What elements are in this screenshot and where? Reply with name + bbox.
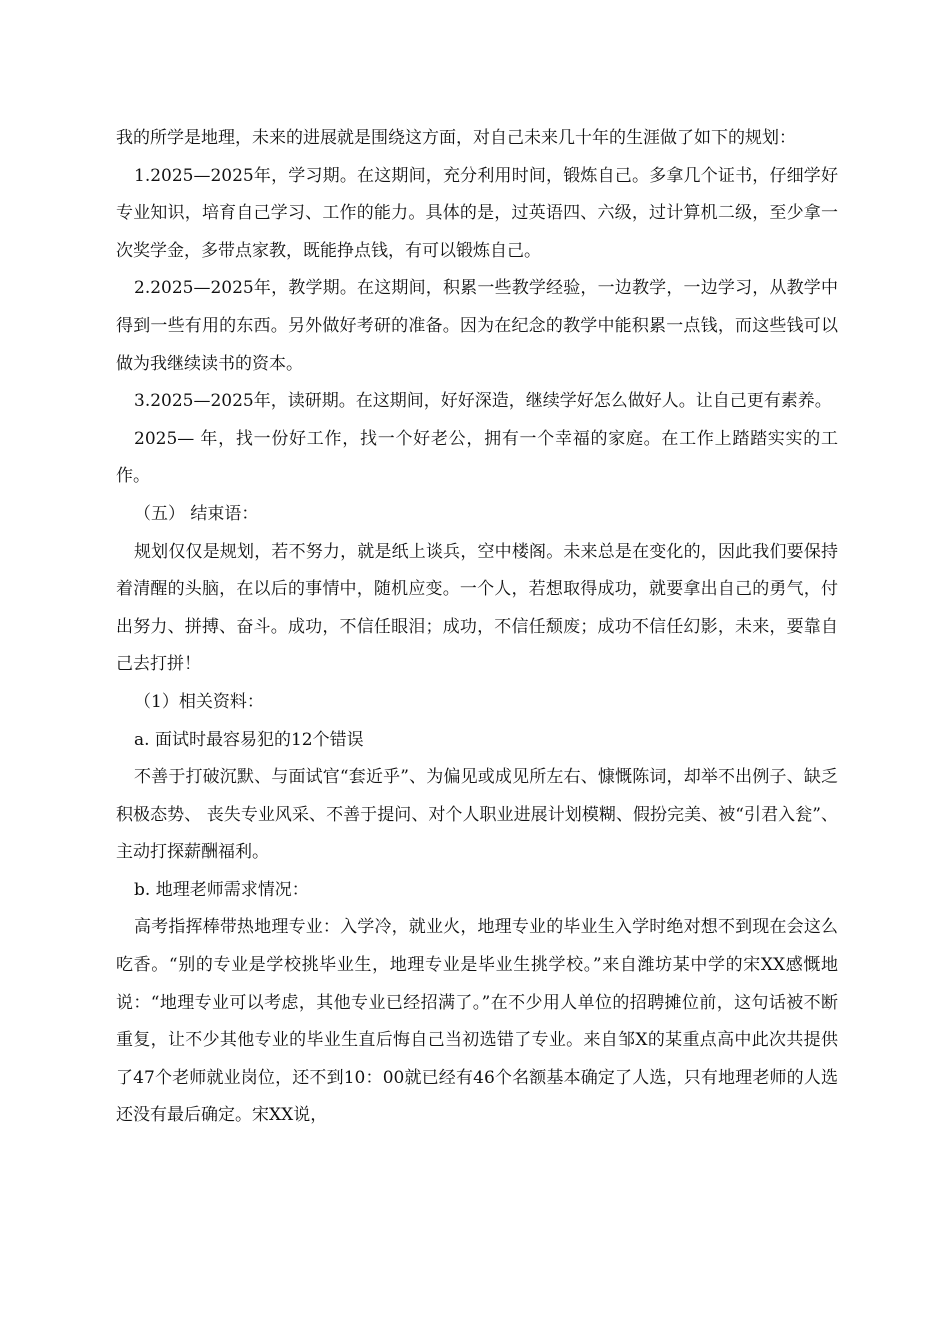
paragraph-interview-mistakes: 不善于打破沉默、与面试官“套近乎”、为偏见或成见所左右、慷慨陈词，却举不出例子、缺乏积极态势、 丧失专业风采、不善于提问、对个人职业进展计划模糊、假扮完美、被“引君入瓮”、主动打探薪酬福利。 [116, 767, 838, 863]
paragraph-plan-3: 3.2025—2025年，读研期。在这期间，好好深造，继续学好怎么做好人。让自己更有素养。 [134, 391, 832, 412]
subheading-interview-mistakes: a. 面试时最容易犯的12个错误 [134, 729, 364, 750]
section-heading-materials: （1）相关资料： [134, 691, 264, 712]
paragraph-intro: 我的所学是地理，未来的进展就是围绕这方面，对自己未来几十年的生涯做了如下的规划： [116, 128, 796, 148]
paragraph-plan-1: 1.2025—2025年，学习期。在这期间，充分利用时间，锻炼自己。多拿几个证书，仔细学好专业知识，培育自己学习、工作的能力。具体的是，过英语四、六级，过计算机二级，至少拿一次奖学金，多带点家教，既能挣点钱，有可以锻炼自己。 [116, 165, 838, 261]
document-page [116, 120, 838, 1135]
paragraph-plan-4: 2025— 年，找一份好工作，找一个好老公，拥有一个幸福的家庭。在工作上踏踏实实的工作。 [116, 428, 838, 487]
paragraph-plan-2: 2.2025—2025年，教学期。在这期间，积累一些教学经验，一边教学，一边学习，从教学中得到一些有用的东西。另外做好考研的准备。因为在纪念的教学中能积累一点钱，而这些钱可以做为我继续读书的资本。 [116, 278, 838, 374]
paragraph-teacher-demand: 高考指挥棒带热地理专业：入学冷，就业火，地理专业的毕业生入学时绝对想不到现在会这么吃香。“别的专业是学校挑毕业生，地理专业是毕业生挑学校。”来自潍坊某中学的宋XX感慨地说：“地理专业可以考虑，其他专业已经招满了。”在不少用人单位的招聘摊位前，这句话被不断重复，让不少其他专业的毕业生直后悔自己当初选错了专业。来自邹X的某重点高中此次共提供了47个老师就业岗位，还不到10：00就已经有46个名额基本确定了人选，只有地理老师的人选还没有最后确定。宋XX说， [116, 917, 838, 1126]
section-heading-conclusion: （五） 结束语： [134, 503, 259, 524]
subheading-teacher-demand: b. 地理老师需求情况： [134, 879, 309, 900]
paragraph-conclusion: 规划仅仅是规划，若不努力，就是纸上谈兵，空中楼阁。未来总是在变化的，因此我们要保持着清醒的头脑，在以后的事情中，随机应变。一个人，若想取得成功，就要拿出自己的勇气，付出努力、拼搏、奋斗。成功，不信任眼泪；成功，不信任颓废；成功不信任幻影，未来，要靠自己去打拼！ [116, 541, 838, 675]
